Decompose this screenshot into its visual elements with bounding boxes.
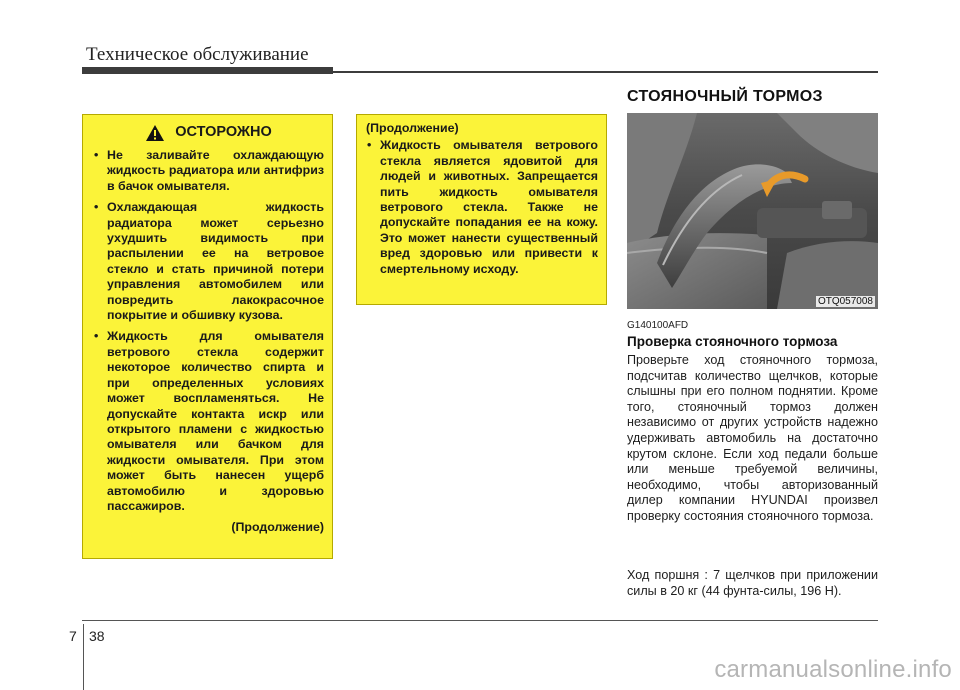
subsection-title: Проверка стояночного тормоза bbox=[627, 334, 838, 349]
warning-bullet-list bbox=[366, 138, 598, 277]
figure-code: OTQ057008 bbox=[817, 296, 873, 307]
warning-bullet: • Жидкость для омывателя ветрового стекла содержит некоторое количество спирта и при определенных условиях может воспламеняться. Не допускайте контакта искр или открытого пламени с жидкостью омывателя или бачком для жидкости омывателя. При этом может быть нанесен ущерб автомобилю и здоровью пассажиров. bbox=[93, 329, 324, 514]
header-rule-thin bbox=[333, 71, 878, 73]
page-number: 38 bbox=[89, 628, 105, 644]
warning-bullet: • Жидкость омывателя ветрового стекла является ядовитой для людей и животных. Запрещается пить жидкость омывателя ветрового стекла. Также не допускайте попадания ее на кожу. Это может нанести существенный вред здоровью или привести к смертельному исходу. bbox=[366, 138, 598, 277]
warning-bullet-list bbox=[93, 148, 324, 514]
warning-triangle-icon bbox=[145, 124, 165, 142]
warning-box-continued bbox=[356, 114, 607, 305]
footer-divider bbox=[83, 624, 84, 690]
page-header-title: Техническое обслуживание bbox=[86, 44, 309, 65]
continued-label: (Продолжение) bbox=[231, 520, 324, 535]
warning-box-caution bbox=[82, 114, 333, 559]
warning-heading bbox=[93, 124, 324, 142]
header-rule-thick bbox=[82, 67, 333, 74]
watermark: carmanualsonline.info bbox=[714, 656, 952, 683]
section-title: СТОЯНОЧНЫЙ ТОРМОЗ bbox=[627, 88, 823, 105]
parking-brake-illustration bbox=[627, 113, 878, 309]
warning-heading-text: ОСТОРОЖНО bbox=[175, 124, 272, 141]
body-paragraph: Проверьте ход стояночного тормоза, подсчитав количество щелчков, которые слышны при его полном поднятии. Кроме того, стояночный тормоз должен независимо от других устройств надежно удерживать автомобиль на достаточно крутом склоне. Если ход педали больше или меньше требуемой величины, необходимо, чтобы авторизованный дилер компании HYUNDAI произвел проверку состояния стояночного тормоза. bbox=[627, 353, 878, 523]
footer-rule bbox=[82, 620, 878, 621]
body-paragraph-spec: Ход поршня : 7 щелчков при приложении силы в 20 кг (44 фунта-силы, 196 Н). bbox=[627, 568, 878, 598]
document-code: G140100AFD bbox=[627, 320, 689, 331]
continued-heading: (Продолжение) bbox=[366, 121, 459, 135]
warning-bullet: • Охлаждающая жидкость радиатора может серьезно ухудшить видимость при распылении ее на ветровое стекло и стать причиной потери управления автомобилем или повредить лакокрасочное покрытие и обшивку кузова. bbox=[93, 200, 324, 323]
chapter-number: 7 bbox=[69, 628, 77, 644]
warning-bullet: • Не заливайте охлаждающую жидкость радиатора или антифриз в бачок омывателя. bbox=[93, 148, 324, 194]
parking-brake-photo bbox=[627, 113, 878, 309]
